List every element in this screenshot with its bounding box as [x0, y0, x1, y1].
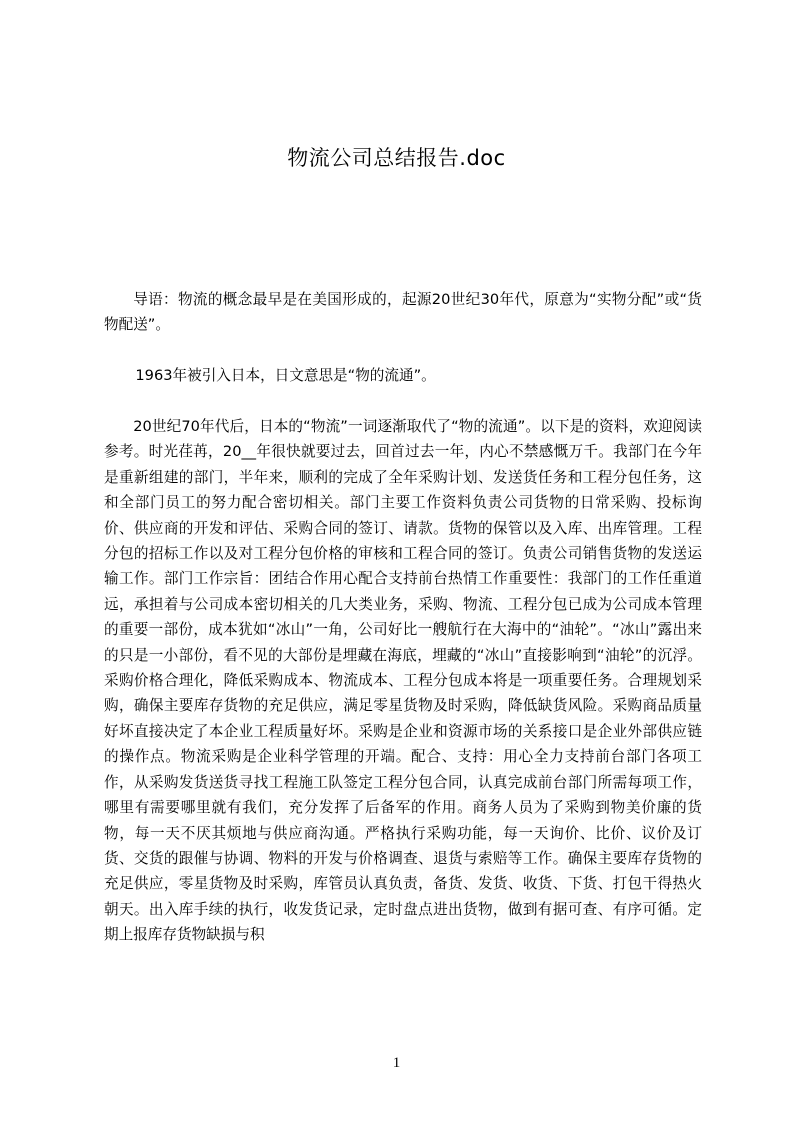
page-number: 1: [392, 1055, 401, 1071]
paragraph-main: 20世纪70年代后，日本的“物流”一词逐渐取代了“物的流通”。以下是的资料，欢迎阅读参考。时光荏苒，20__年很快就要过去，回首过去一年，内心不禁感慨万千。我部门在今年是重新组建的部门，半年来，顺利的完成了全年采购计划、发送货任务和工程分包任务，这和全部门员工的努力配合密切相关。部门主要工作资料负责公司货物的日常采购、投标询价、供应商的开发和评估、采购合同的签订、请款。货物的保管以及入库、出库管理。工程分包的招标工作以及对工程分包价格的审核和工程合同的签订。负责公司销售货物的发送运输工作。部门工作宗旨：团结合作用心配合支持前台热情工作重要性：我部门的工作任重道远，承担着与公司成本密切相关的几大类业务，采购、物流、工程分包已成为公司成本管理的重要一部份，成本犹如“冰山”一角，公司好比一艘航行在大海中的“油轮”。“冰山”露出来的只是一小部份，看不见的大部份是埋藏在海底，埋藏的“冰山”直接影响到“油轮”的沉浮。采购价格合理化，降低采购成本、物流成本、工程分包成本将是一项重要任务。合理规划采购，确保主要库存货物的充足供应，满足零星货物及时采购，降低缺货风险。采购商品质量好坏直接决定了本企业工程质量好坏。采购是企业和资源市场的关系接口是企业外部供应链的操作点。物流采购是企业科学管理的开端。配合、支持：用心全力支持前台部门各项工作，从采购发货送货寻找工程施工队签定工程分包合同，认真完成前台部门所需每项工作，哪里有需要哪里就有我们，充分发挥了后备军的作用。商务人员为了采购到物美价廉的货物，每一天不厌其烦地与供应商沟通。严格执行采购功能，每一天询价、比价、议价及订货、交货的跟催与协调、物料的开发与价格调查、退货与索赔等工作。确保主要库存货物的充足供应，零星货物及时采购，库管员认真负责，备货、发货、收货、下货、打包干得热火朝天。出入库手续的执行，收发货记录，定时盘点进出货物，做到有据可查、有序可循。定期上报库存货物缺损与积: [104, 418, 702, 944]
document-body: [104, 287, 702, 948]
paragraph-intro: 导语：物流的概念最早是在美国形成的，起源20世纪30年代，原意为“实物分配”或“货物配送”。: [104, 291, 702, 334]
paragraph-japan: 1963年被引入日本，日文意思是“物的流通”。: [135, 367, 436, 385]
document-title: 物流公司总结报告.doc: [287, 146, 506, 170]
